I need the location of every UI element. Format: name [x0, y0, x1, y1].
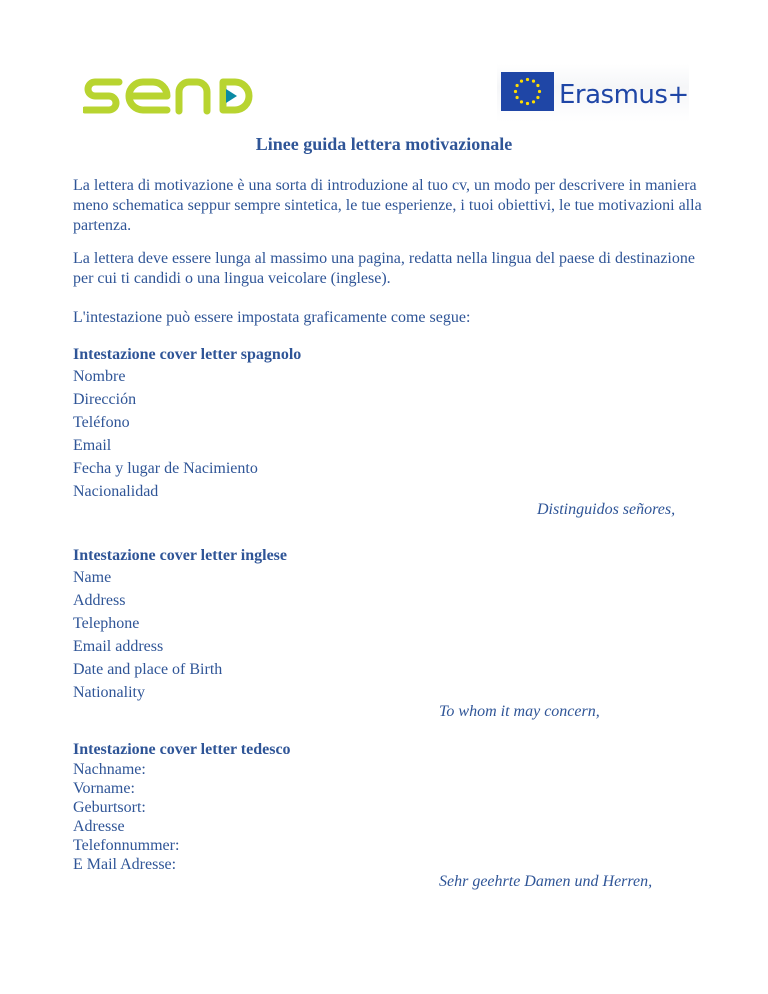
- header-field-line: Nationality: [73, 684, 145, 701]
- header-field-line: Address: [73, 592, 126, 609]
- header-field-line: Adresse: [73, 818, 125, 835]
- header-field-line: Dirección: [73, 391, 137, 408]
- send-logo: [83, 74, 255, 116]
- section-heading: Intestazione cover letter tedesco: [73, 741, 291, 758]
- header-field-line: Telephone: [73, 615, 140, 632]
- header-field-line: Email address: [73, 638, 164, 655]
- english-salutation: To whom it may concern,: [439, 703, 600, 720]
- header-field-line: E Mail Adresse:: [73, 856, 177, 873]
- english-header-section: [73, 546, 693, 704]
- header-field-line: Telefonnummer:: [73, 837, 180, 854]
- erasmus-logo: [497, 64, 689, 122]
- document-title: Linee guida lettera motivazionale: [255, 134, 513, 154]
- intro-paragraph: La lettera di motivazione è una sorta di introduzione al tuo cv, un modo per descrivere in maniera meno schematica seppur sempre sintetica, le tue esperienze, i tuoi obiettivi, le tue motivazioni alla partenza.: [73, 177, 702, 234]
- erasmus-wordmark: Erasmus+: [559, 80, 689, 110]
- header-field-line: Nachname:: [73, 761, 146, 778]
- german-header-section: [73, 740, 693, 874]
- header-field-line: Fecha y lugar de Nacimiento: [73, 460, 258, 477]
- header-field-line: Teléfono: [73, 414, 130, 431]
- header-field-line: Nombre: [73, 368, 126, 385]
- header-field-line: Vorname:: [73, 780, 135, 797]
- eu-flag-icon: [501, 72, 554, 111]
- header-layout-paragraph: L'intestazione può essere impostata graficamente come segue:: [73, 309, 471, 326]
- section-heading: Intestazione cover letter spagnolo: [73, 346, 302, 363]
- german-salutation: Sehr geehrte Damen und Herren,: [439, 873, 653, 890]
- spanish-header-section: [73, 345, 693, 503]
- header-field-line: Email: [73, 437, 112, 454]
- header-field-line: Nacionalidad: [73, 483, 159, 500]
- spanish-salutation: Distinguidos señores,: [537, 501, 676, 518]
- length-paragraph: La lettera deve essere lunga al massimo una pagina, redatta nella lingua del paese di destinazione per cui ti candidi o una lingua veicolare (inglese).: [73, 250, 695, 287]
- header-field-line: Date and place of Birth: [73, 661, 223, 678]
- header-field-line: Name: [73, 569, 112, 586]
- header-field-line: Geburtsort:: [73, 799, 146, 816]
- section-heading: Intestazione cover letter inglese: [73, 547, 288, 564]
